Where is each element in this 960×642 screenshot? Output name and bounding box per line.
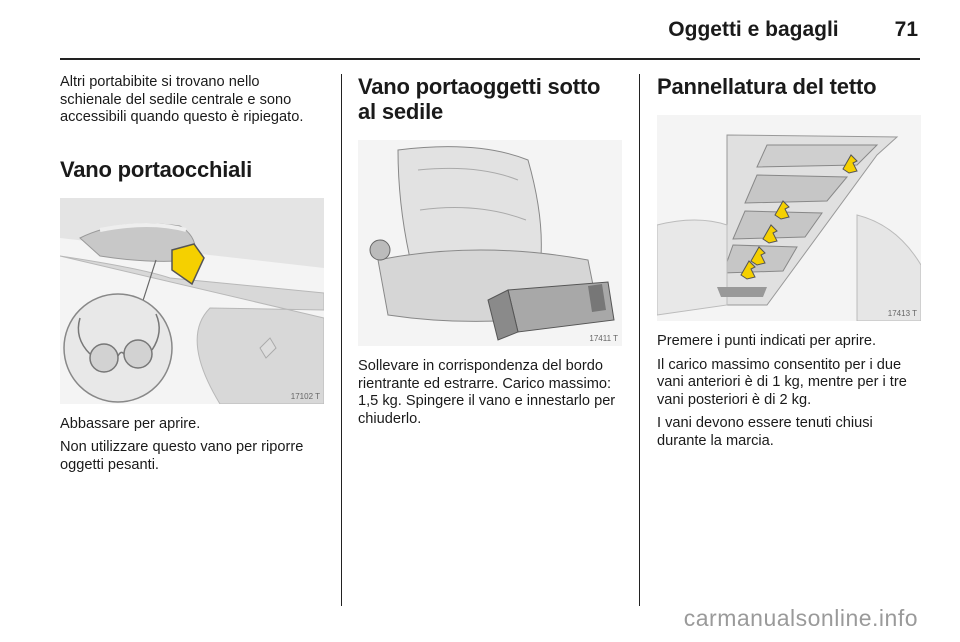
underseat-drawer-illustration (358, 140, 622, 346)
section-heading: Vano portaoggetti sotto al sedile (358, 74, 601, 124)
body-paragraph: Premere i punti indicati per aprire. (657, 333, 877, 349)
intro-paragraph: Altri portabibite si trovano nello schienale del sedile centrale e sono accessibili quando questo è ripiegato. (60, 74, 304, 125)
column-left (60, 74, 324, 480)
body-paragraph: Non utilizzare questo vano per riporre oggetti pesanti. (60, 439, 304, 473)
magnifier-circle (64, 294, 172, 402)
figure-code: 17411 T (589, 334, 618, 343)
body-paragraph: I vani devono essere tenuti chiusi durante la marcia. (657, 415, 873, 449)
body-paragraph: Abbassare per aprire. (60, 415, 201, 432)
column-middle (358, 74, 624, 434)
glasses-compartment-illustration (60, 198, 324, 404)
roof-panel-illustration (657, 115, 921, 321)
body-paragraph: Il carico massimo consentito per i due vani anteriori è di 1 kg, mentre per i tre vani posteriori è di 2 kg. (657, 356, 907, 408)
section-heading: Vano portaocchiali (60, 156, 253, 182)
roof-panel-figure (657, 115, 921, 321)
figure-code: 17413 T (887, 309, 917, 318)
underseat-drawer-figure (358, 140, 622, 346)
watermark: carmanualsonline.info (683, 605, 918, 631)
column-divider (639, 74, 640, 606)
column-right (657, 74, 921, 456)
section-heading: Pannellatura del tetto (657, 74, 877, 99)
figure-code: 17102 T (290, 391, 320, 401)
glasses-compartment-figure (60, 198, 324, 404)
column-divider (341, 74, 342, 606)
header-rule (60, 58, 920, 60)
glasses-icon (90, 344, 118, 372)
press-arrow-icon (172, 244, 204, 284)
section-title: Oggetti e bagagli (668, 18, 839, 41)
page-header (668, 18, 918, 48)
page-number: 71 (894, 18, 918, 41)
body-paragraph: Sollevare in corrispondenza del bordo rientrante ed estrarre. Carico massimo: 1,5 kg. Spingere il vano e innestarlo per chiuderlo. (358, 358, 616, 427)
